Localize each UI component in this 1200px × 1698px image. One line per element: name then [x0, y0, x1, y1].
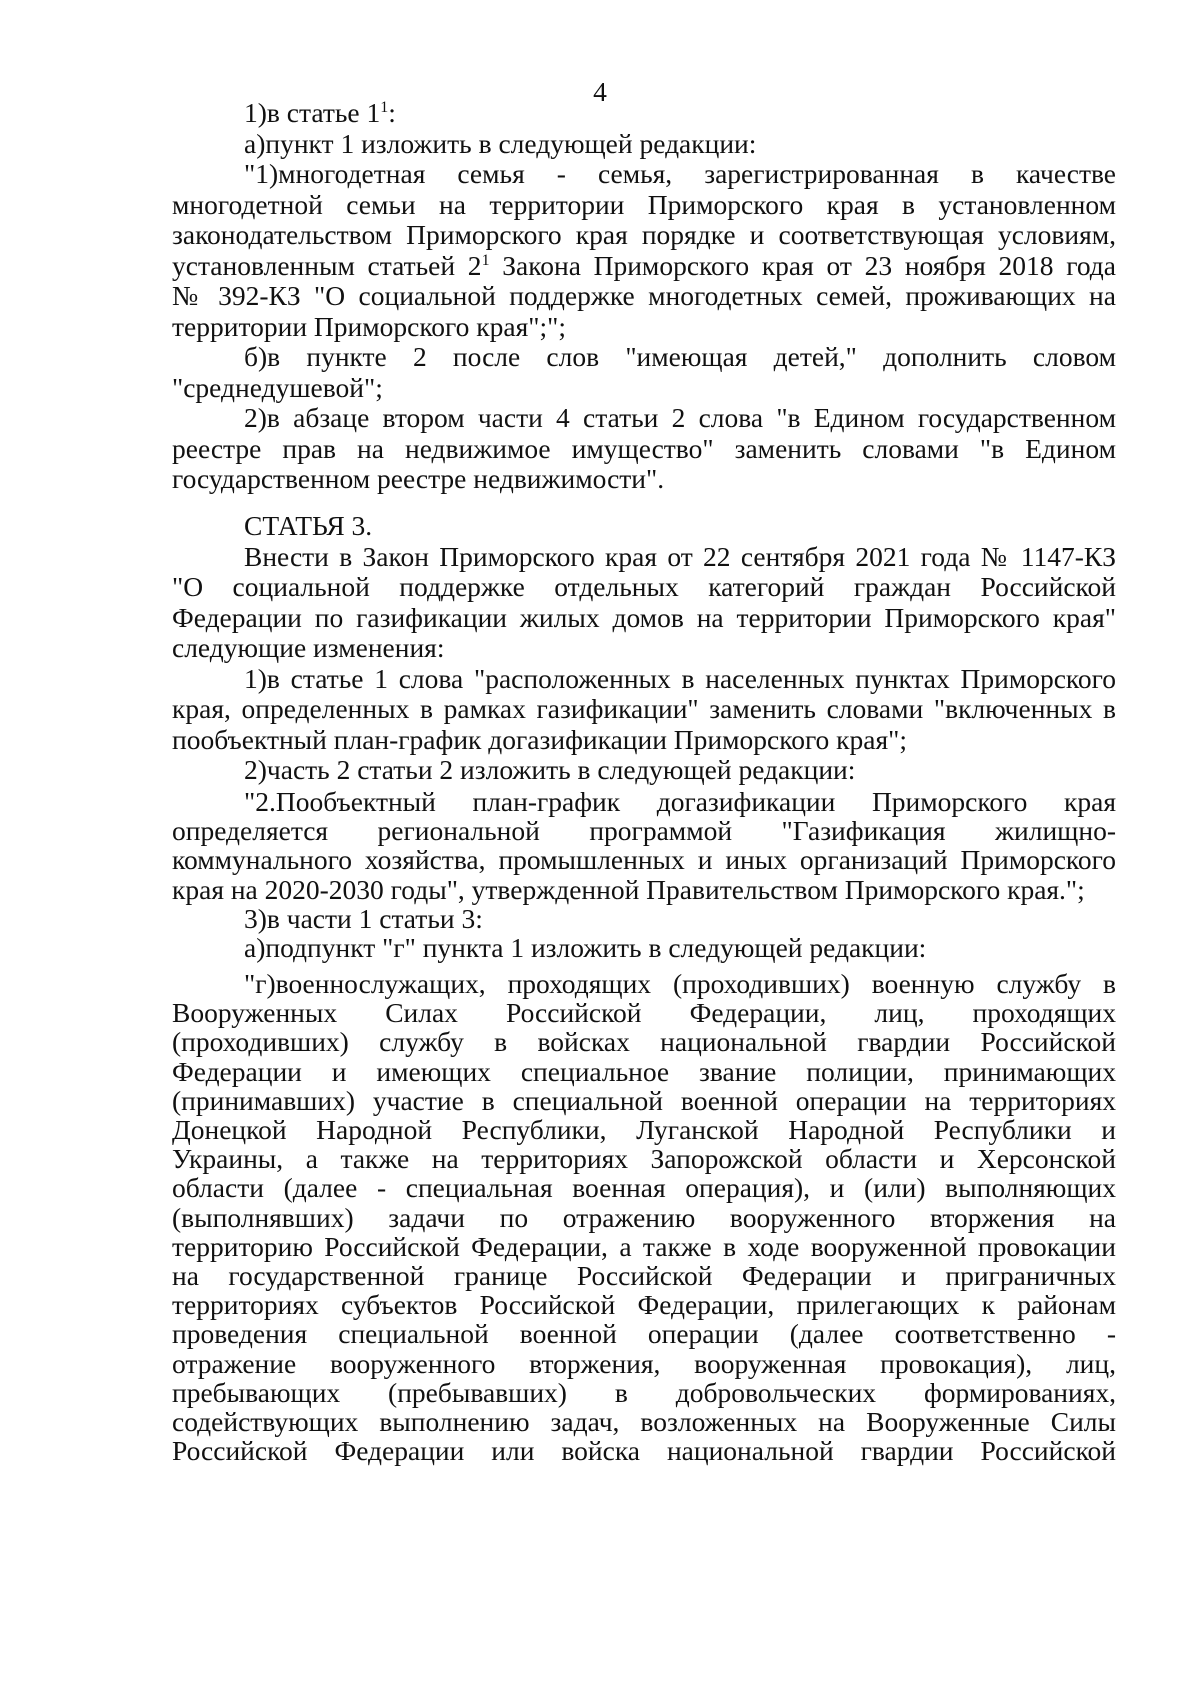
text-line: "среднедушевой";: [172, 371, 383, 403]
subitem-b-point-2: б)в пункте 2 после слов "имеющая детей," дополнить словом: [244, 341, 1116, 372]
text-line: территории Приморского края";";: [172, 310, 566, 342]
article-heading: СТАТЬЯ 3.: [244, 510, 373, 541]
text-line: края на 2020-2030 годы", утвержденной Правительством Приморского края.";: [172, 873, 1085, 905]
text-line: определяется региональной программой "Газификация жилищно-: [172, 815, 1116, 847]
text-line: территориях субъектов Российской Федерации, прилегающих к районам: [172, 1289, 1116, 1321]
page-number: 4: [593, 76, 607, 107]
item-1-article-1: 1)в статье 1 слова "расположенных в населенных пунктах Приморского: [244, 662, 1116, 694]
text-line: следующие изменения:: [172, 632, 445, 663]
text-line: Федерации и имеющих специальное звание полиции, принимающих: [172, 1055, 1116, 1087]
text-line: Донецкой Народной Республики, Луганской Народной Республики и: [172, 1114, 1116, 1146]
text-line: края, определенных в рамках газификации" заменить словами "включенных в: [172, 693, 1116, 724]
text-line: пребывающих (пребывавших) в добровольческих формированиях,: [172, 1376, 1116, 1408]
text-line: Российской Федерации или войска национальной гвардии Российской: [172, 1435, 1116, 1467]
subitem-a-point-1: а)пункт 1 изложить в следующей редакции:: [244, 127, 757, 159]
text-line: пообъектный план-график догазификации Приморского края";: [172, 723, 907, 755]
text-line: отражение вооруженного вторжения, вооруженная провокация), лиц,: [172, 1347, 1116, 1379]
text-line: на государственной границе Российской Федерации и приграничных: [172, 1260, 1116, 1292]
item-1-article-1-1: 1)в статье $1^1$:: [244, 97, 396, 128]
text-line: законодательством Приморского края порядке и соответствующая условиям,: [172, 219, 1116, 250]
text-line: Федерации по газификации жилых домов на территории Приморского края": [172, 601, 1116, 633]
item-3-article-3: 3)в части 1 статьи 3:: [244, 902, 483, 934]
text-line: государственном реестре недвижимости".: [172, 463, 665, 494]
text-line: № 392-КЗ "О социальной поддержке многодетных семей, проживающих на: [172, 280, 1116, 311]
text-line: территорию Российской Федерации, а также в ходе вооруженной провокации: [172, 1230, 1116, 1262]
text-line: (проходивших) службу в войсках национальной гвардии Российской: [172, 1026, 1116, 1058]
text-line: Вооруженных Силах Российской Федерации, лиц, проходящих: [172, 997, 1116, 1029]
item-2-article-2: 2)часть 2 статьи 2 изложить в следующей редакции:: [244, 754, 856, 785]
text-line: коммунального хозяйства, промышленных и иных организаций Приморского: [172, 844, 1116, 876]
text-line: "1)многодетная семья - семья, зарегистрированная в качестве: [244, 158, 1116, 189]
superscript: 1: [380, 98, 389, 116]
subitem-a-point-1: а)подпункт "г" пункта 1 изложить в следующей редакции:: [244, 932, 927, 964]
text-line: многодетной семьи на территории Приморского края в установленном: [172, 188, 1116, 220]
text-line: "О социальной поддержке отдельных категорий граждан Российской: [172, 571, 1116, 602]
text-line: (принимавших) участие в специальной военной операции на территориях: [172, 1084, 1116, 1116]
superscript: 1: [481, 251, 490, 269]
amendment-block-1: [172, 98, 1116, 495]
text-line: области (далее - специальная военная операция), и (или) выполняющих: [172, 1172, 1116, 1204]
text-line: Внести в Закон Приморского края от 22 сентября 2021 года № 1147-КЗ: [244, 540, 1116, 572]
item-2-article-2: 2)в абзаце втором части 4 статьи 2 слова "в Едином государственном: [244, 402, 1116, 433]
text-line: проведения специальной военной операции (далее соответственно -: [172, 1318, 1116, 1350]
text-line: (выполнявших) задачи по отражению вооруженного вторжения на: [172, 1201, 1116, 1233]
text-line: содействующих выполнению задач, возложенных на Вооруженные Силы: [172, 1406, 1116, 1438]
text-line: "2.Пообъектный план-график догазификации Приморского края: [244, 786, 1116, 817]
quoted-part-2: [172, 787, 1116, 962]
article-3-block: [172, 511, 1116, 786]
text-line: Украины, а также на территориях Запорожской области и Херсонской: [172, 1143, 1116, 1175]
text-line: установленным статьей $2^1$ Закона Приморского края от 23 ноября 2018 года: [172, 249, 1116, 281]
text-line: "г)военнослужащих, проходящих (проходивших) военную службу в: [244, 968, 1116, 999]
quoted-subitem-g: [172, 969, 1116, 1465]
text-line: реестре прав на недвижимое имущество" заменить словами "в Едином: [172, 432, 1116, 464]
